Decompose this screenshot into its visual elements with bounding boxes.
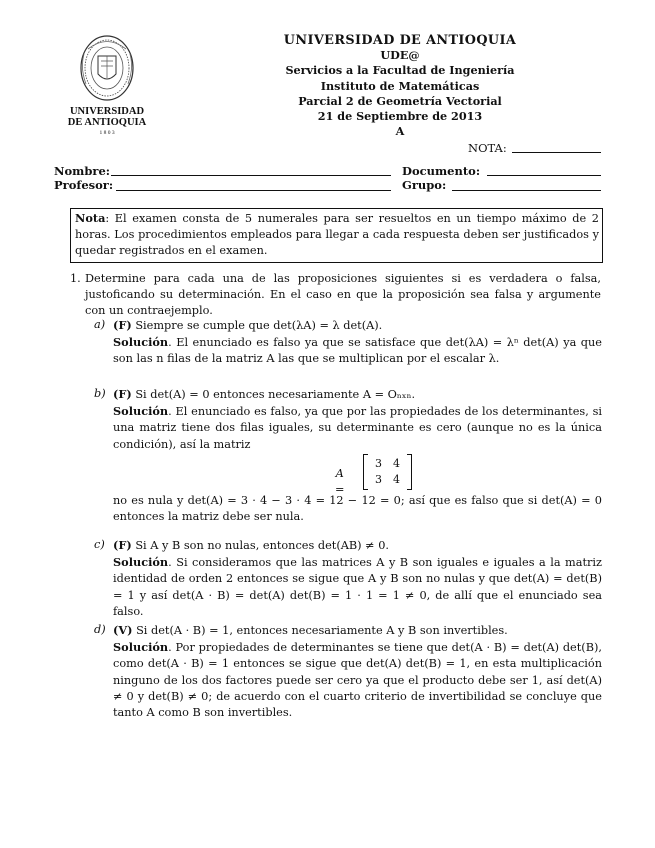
item-solution — [113, 639, 602, 721]
notebox-label: Nota — [75, 211, 106, 225]
documento-label: Documento: — [402, 164, 481, 178]
profesor-label: Profesor: — [54, 178, 114, 192]
grupo-field[interactable] — [452, 190, 601, 191]
nombre-label: Nombre: — [54, 164, 111, 178]
item-label: a) — [94, 318, 106, 331]
item-statement — [113, 386, 602, 403]
item-label: b) — [94, 387, 106, 400]
solution-text: . Si consideramos que las matrices A y B son iguales e iguales a la matriz identidad de orden 2 entonces se sigue que A y B son no nulas y que det(A) = det(B) = 1 y así det(A · B) = det(A) det(B) = 1 · 1 = 1 ≠ 0, de allí que el enunciado sea falso. — [113, 556, 602, 618]
matrix-cell: 4 — [393, 472, 400, 486]
statement-text: Si det(A · B) = 1, entonces necesariamente A y B son invertibles. — [136, 624, 508, 637]
nombre-field[interactable] — [111, 175, 391, 176]
item-a — [94, 317, 602, 368]
exam-header — [270, 33, 530, 139]
item-b — [94, 386, 602, 525]
item-c — [94, 537, 602, 620]
item-statement — [113, 537, 602, 554]
statement-text: Siempre se cumple que det(λA) = λ det(A). — [135, 319, 383, 332]
matrix-cell: 3 — [375, 456, 382, 470]
right-bracket — [407, 454, 412, 490]
statement-text: Si A y B son no nulas, entonces det(AB) ≠ 0. — [135, 539, 390, 552]
seal-emblem-icon — [54, 34, 164, 136]
item-mark: (F) — [113, 387, 132, 401]
question-number: 1. — [70, 272, 81, 285]
header-version: A — [395, 124, 405, 139]
item-d — [94, 622, 602, 721]
item-label: d) — [94, 623, 106, 636]
logo-name-line1: UNIVERSIDAD — [69, 106, 145, 117]
header-institute: Instituto de Matemáticas — [320, 78, 480, 93]
solution-text: . Por propiedades de determinantes se tiene que det(A · B) = det(A) det(B), como det(A · B) = 1 entonces se sigue que det(A) det(B) = 1, en esta multiplicación ninguno de los dos factores puede ser cero ya que el producto debe ser 1, así det(A) ≠ 0 y det(B) ≠ 0; de acuerdo con el cuarto criterio de invertibilidad se concluye que tanto A como B son invertibles. — [113, 641, 602, 720]
left-bracket — [363, 454, 368, 490]
item-solution — [113, 334, 602, 367]
header-udea: UDE@ — [380, 48, 420, 63]
grupo-label: Grupo: — [402, 178, 447, 192]
university-logo — [54, 34, 164, 136]
matrix-lhs: A = — [335, 466, 345, 497]
logo-name-line2: DE ANTIOQUIA — [67, 117, 147, 128]
item-mark: (F) — [113, 318, 132, 332]
item-solution — [113, 554, 602, 620]
notebox-text: : El examen consta de 5 numerales para ser resueltos en un tiempo máximo de 2 horas. Los procedimientos empleados para llegar a cada respuesta deben ser justificados y quedar registrados en el examen. — [75, 212, 599, 258]
logo-year: 1 8 0 3 — [99, 130, 115, 136]
instructions-box — [70, 208, 603, 263]
matrix-cell: 3 — [375, 472, 382, 486]
item-label: c) — [94, 538, 105, 551]
nota-field[interactable] — [512, 152, 601, 153]
solution-label: Solución — [113, 404, 169, 419]
matrix-display — [113, 453, 602, 497]
solution-text: . El enunciado es falso ya que se satisface que det(λA) = λⁿ det(A) ya que son las n filas de la matriz A las que se multiplican por el escalar λ. — [113, 336, 602, 366]
solution-text: . El enunciado es falso, ya que por las propiedades de los determinantes, si una matriz tiene dos filas iguales, su determinante es cero (aunque no es la única condición), así la matriz — [113, 405, 602, 451]
header-date: 21 de Septiembre de 2013 — [317, 109, 483, 124]
header-exam-title: Parcial 2 de Geometría Vectorial — [298, 93, 502, 108]
item-statement — [113, 622, 602, 639]
header-faculty: Servicios a la Facultad de Ingeniería — [285, 63, 515, 78]
item-statement — [113, 317, 602, 334]
question-1 — [70, 271, 601, 320]
item-mark: (F) — [113, 538, 132, 552]
item-mark: (V) — [113, 623, 133, 637]
documento-field[interactable] — [487, 175, 601, 176]
profesor-field[interactable] — [116, 190, 391, 191]
solution-label: Solución — [113, 555, 169, 570]
solution-label: Solución — [113, 640, 169, 655]
matrix-cell: 4 — [393, 456, 400, 470]
statement-text: Si det(A) = 0 entonces necesariamente A = Oₙₓₙ. — [135, 388, 416, 401]
solution-label: Solución — [113, 335, 169, 350]
item-solution — [113, 403, 602, 453]
header-university: UNIVERSIDAD DE ANTIOQUIA — [283, 33, 517, 48]
nota-label: NOTA: — [468, 141, 507, 155]
question-text: Determine para cada una de las proposiciones siguientes si es verdadera o falsa, justoficando su determinación. En el caso en que la proposición sea falsa y argumente con un contraejemplo. — [85, 272, 601, 318]
item-after-text: no es nula y det(A) = 3 · 4 − 3 · 4 = 12 − 12 = 0; así que es falso que si det(A) = 0 entonces la matriz debe ser nula. — [113, 493, 602, 524]
